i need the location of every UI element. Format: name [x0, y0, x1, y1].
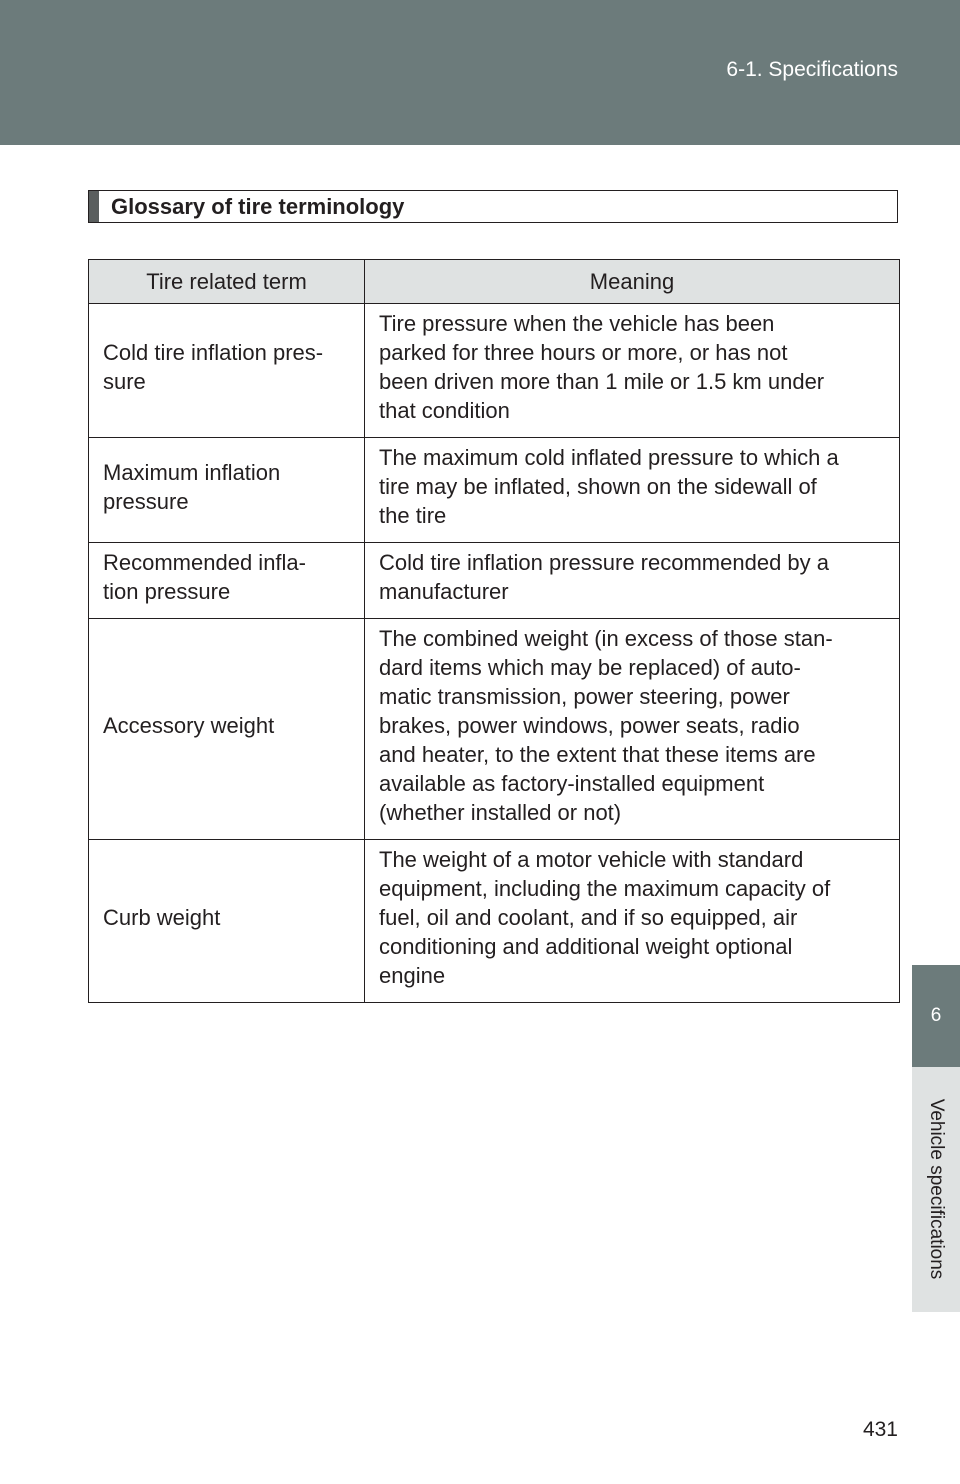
term-cell: Accessory weight: [89, 619, 365, 840]
term-cell: Cold tire inflation pres- sure: [89, 304, 365, 438]
meaning-cell: The maximum cold inflated pressure to which a tire may be inflated, shown on the sidewall of the tire: [365, 438, 900, 543]
chapter-number: 6: [930, 1005, 942, 1026]
meaning-cell: The combined weight (in excess of those stan- dard items which may be replaced) of auto- matic transmission, power steering, power brakes, power windows, power seats, radio and heater, to the extent that these items are available as factory-installed equipment (whether installed or not): [365, 619, 900, 840]
term-cell: Curb weight: [89, 840, 365, 1003]
column-header-meaning: Meaning: [365, 260, 900, 304]
term-cell: Maximum inflation pressure: [89, 438, 365, 543]
table-row: [89, 619, 900, 840]
table-row: [89, 438, 900, 543]
chapter-label: Vehicle specifications: [926, 1098, 947, 1280]
meaning-cell: Cold tire inflation pressure recommended by a manufacturer: [365, 543, 900, 619]
page-header-bar: [0, 0, 960, 145]
glossary-table: [88, 259, 900, 1003]
section-heading-text: Glossary of tire terminology: [111, 194, 405, 219]
section-heading: [88, 190, 898, 223]
column-header-term: Tire related term: [89, 260, 365, 304]
table-row: [89, 304, 900, 438]
table-row: [89, 543, 900, 619]
meaning-cell: The weight of a motor vehicle with standard equipment, including the maximum capacity of fuel, oil and coolant, and if so equipped, air conditioning and additional weight optional engine: [365, 840, 900, 1003]
meaning-cell: Tire pressure when the vehicle has been parked for three hours or more, or has not been driven more than 1 mile or 1.5 km under that condition: [365, 304, 900, 438]
heading-marker: [89, 191, 99, 222]
table-header-row: [89, 260, 900, 304]
chapter-tab: [912, 965, 960, 1067]
term-cell: Recommended infla- tion pressure: [89, 543, 365, 619]
section-title: 6-1. Specifications: [726, 58, 898, 81]
page-number: 431: [862, 1418, 898, 1441]
table-row: [89, 840, 900, 1003]
